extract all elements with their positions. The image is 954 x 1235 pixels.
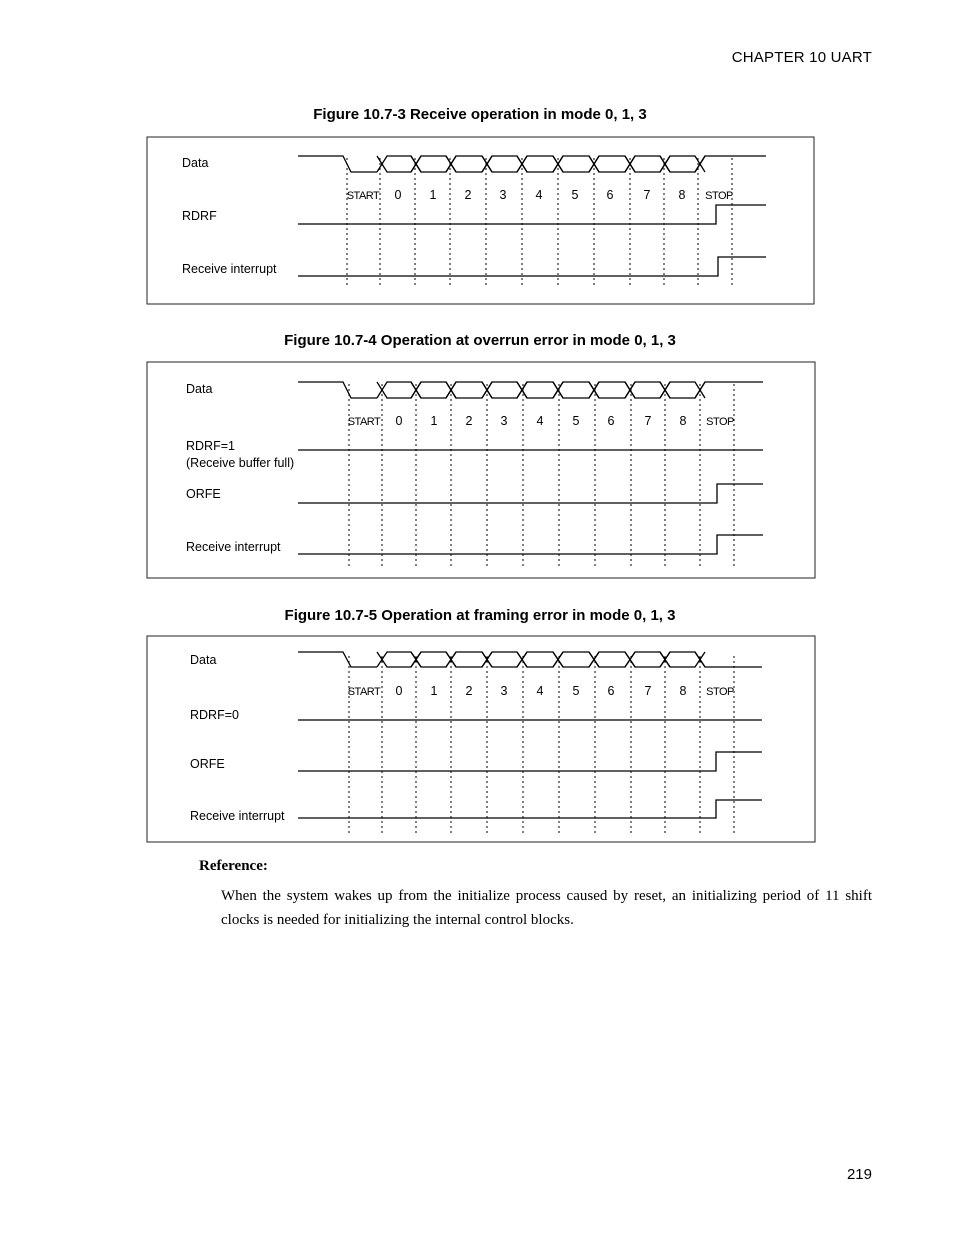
data-waveform (589, 652, 635, 667)
signal-label: ORFE (186, 487, 221, 501)
data-waveform (377, 382, 421, 398)
data-waveform (625, 382, 670, 398)
signal-waveform (298, 205, 766, 224)
data-waveform (377, 156, 421, 172)
data-waveform (589, 382, 635, 398)
bit-label: 6 (607, 684, 615, 698)
data-waveform (298, 382, 377, 398)
data-waveform (660, 382, 705, 398)
data-waveform (589, 382, 635, 398)
data-waveform (695, 652, 762, 667)
data-waveform (411, 652, 456, 667)
data-waveform (411, 382, 456, 398)
signal-label: RDRF (182, 209, 217, 223)
bit-label: 2 (465, 414, 473, 428)
data-waveform (482, 652, 527, 667)
data-waveform (660, 382, 705, 398)
data-waveform (446, 382, 492, 398)
bit-label: 4 (536, 414, 544, 428)
signal-label: (Receive buffer full) (186, 456, 295, 470)
data-waveform (660, 652, 705, 667)
bit-label: 4 (536, 684, 544, 698)
data-waveform (377, 156, 421, 172)
bit-label: 6 (606, 188, 614, 202)
data-waveform (446, 156, 492, 172)
bit-label: 8 (679, 684, 687, 698)
data-waveform (411, 652, 456, 667)
signal-waveform (298, 800, 762, 818)
bit-label: 7 (644, 414, 652, 428)
data-waveform (553, 382, 599, 398)
bit-label: 0 (394, 188, 402, 202)
data-waveform (446, 382, 492, 398)
bit-label: 1 (430, 684, 438, 698)
data-waveform (553, 652, 599, 667)
page-number: 219 (846, 1166, 872, 1183)
figure-title: Figure 10.7-4 Operation at overrun error in mode 0, 1, 3 (284, 332, 676, 349)
bit-label: STOP (706, 416, 734, 428)
data-waveform (411, 156, 456, 172)
data-waveform (589, 156, 635, 172)
signal-waveform (298, 535, 763, 554)
signal-waveform (298, 257, 766, 276)
figure-frame (147, 137, 814, 304)
data-waveform (482, 156, 527, 172)
data-waveform (695, 382, 763, 398)
data-waveform (553, 652, 599, 667)
data-waveform (377, 382, 421, 398)
figure-title: Figure 10.7-5 Operation at framing error in mode 0, 1, 3 (284, 607, 676, 624)
data-waveform (446, 156, 492, 172)
data-waveform (517, 652, 563, 667)
data-waveform (553, 382, 599, 398)
data-waveform (517, 156, 563, 172)
data-waveform (482, 382, 527, 398)
data-waveform (482, 382, 527, 398)
bit-label: 5 (572, 684, 580, 698)
bit-label: 7 (644, 684, 652, 698)
data-waveform (517, 382, 563, 398)
reference-heading: Reference: (199, 858, 268, 874)
data-waveform (517, 156, 563, 172)
bit-label: 6 (607, 414, 615, 428)
data-waveform (553, 156, 599, 172)
bit-label: 8 (678, 188, 686, 202)
bit-label: 5 (572, 414, 580, 428)
bit-label: 2 (464, 188, 472, 202)
signal-waveform (298, 752, 762, 771)
data-waveform (298, 652, 377, 667)
data-waveform (482, 156, 527, 172)
data-waveform (377, 652, 421, 667)
data-waveform (517, 382, 563, 398)
bit-label: 0 (395, 414, 403, 428)
data-waveform (411, 156, 456, 172)
signal-label: RDRF=1 (186, 439, 235, 453)
figure-title: Figure 10.7-3 Receive operation in mode 0, 1, 3 (313, 106, 647, 123)
bit-label: 0 (395, 684, 403, 698)
data-waveform (553, 156, 599, 172)
bit-label: START (347, 686, 381, 698)
chapter-header: CHAPTER 10 UART (731, 49, 872, 66)
bit-label: 3 (499, 188, 507, 202)
signal-label: Data (182, 156, 209, 170)
bit-label: 1 (429, 188, 437, 202)
bit-label: 8 (679, 414, 687, 428)
data-waveform (625, 382, 670, 398)
data-waveform (589, 652, 635, 667)
data-waveform (625, 156, 670, 172)
data-waveform (660, 652, 705, 667)
timing-diagram-receive (147, 137, 814, 304)
data-waveform (411, 382, 456, 398)
reference-body: When the system wakes up from the initialize process caused by reset, an initializing period of 11 shift clocks is needed for initializing the internal control blocks. (221, 888, 872, 928)
bit-label: 2 (465, 684, 473, 698)
data-waveform (625, 652, 670, 667)
timing-diagram-overrun-error (147, 362, 815, 578)
data-waveform (625, 652, 670, 667)
signal-waveform (298, 484, 763, 503)
data-waveform (589, 156, 635, 172)
data-waveform (625, 156, 670, 172)
data-waveform (482, 652, 527, 667)
data-waveform (517, 652, 563, 667)
signal-label: Receive interrupt (182, 262, 277, 276)
data-waveform (446, 652, 492, 667)
data-waveform (298, 156, 377, 172)
bit-label: START (347, 416, 381, 428)
bit-label: STOP (705, 190, 733, 202)
bit-label: STOP (706, 686, 734, 698)
signal-label: Receive interrupt (186, 540, 281, 554)
signal-label: Data (186, 382, 213, 396)
bit-label: START (346, 190, 380, 202)
signal-label: RDRF=0 (190, 708, 239, 722)
timing-diagram-framing-error (147, 636, 815, 842)
data-waveform (377, 652, 421, 667)
bit-label: 5 (571, 188, 579, 202)
signal-label: Receive interrupt (190, 809, 285, 823)
bit-label: 4 (535, 188, 543, 202)
bit-label: 7 (643, 188, 651, 202)
bit-label: 3 (500, 414, 508, 428)
signal-label: Data (190, 653, 217, 667)
bit-label: 3 (500, 684, 508, 698)
data-waveform (695, 156, 766, 172)
bit-label: 1 (430, 414, 438, 428)
data-waveform (446, 652, 492, 667)
signal-label: ORFE (190, 757, 225, 771)
